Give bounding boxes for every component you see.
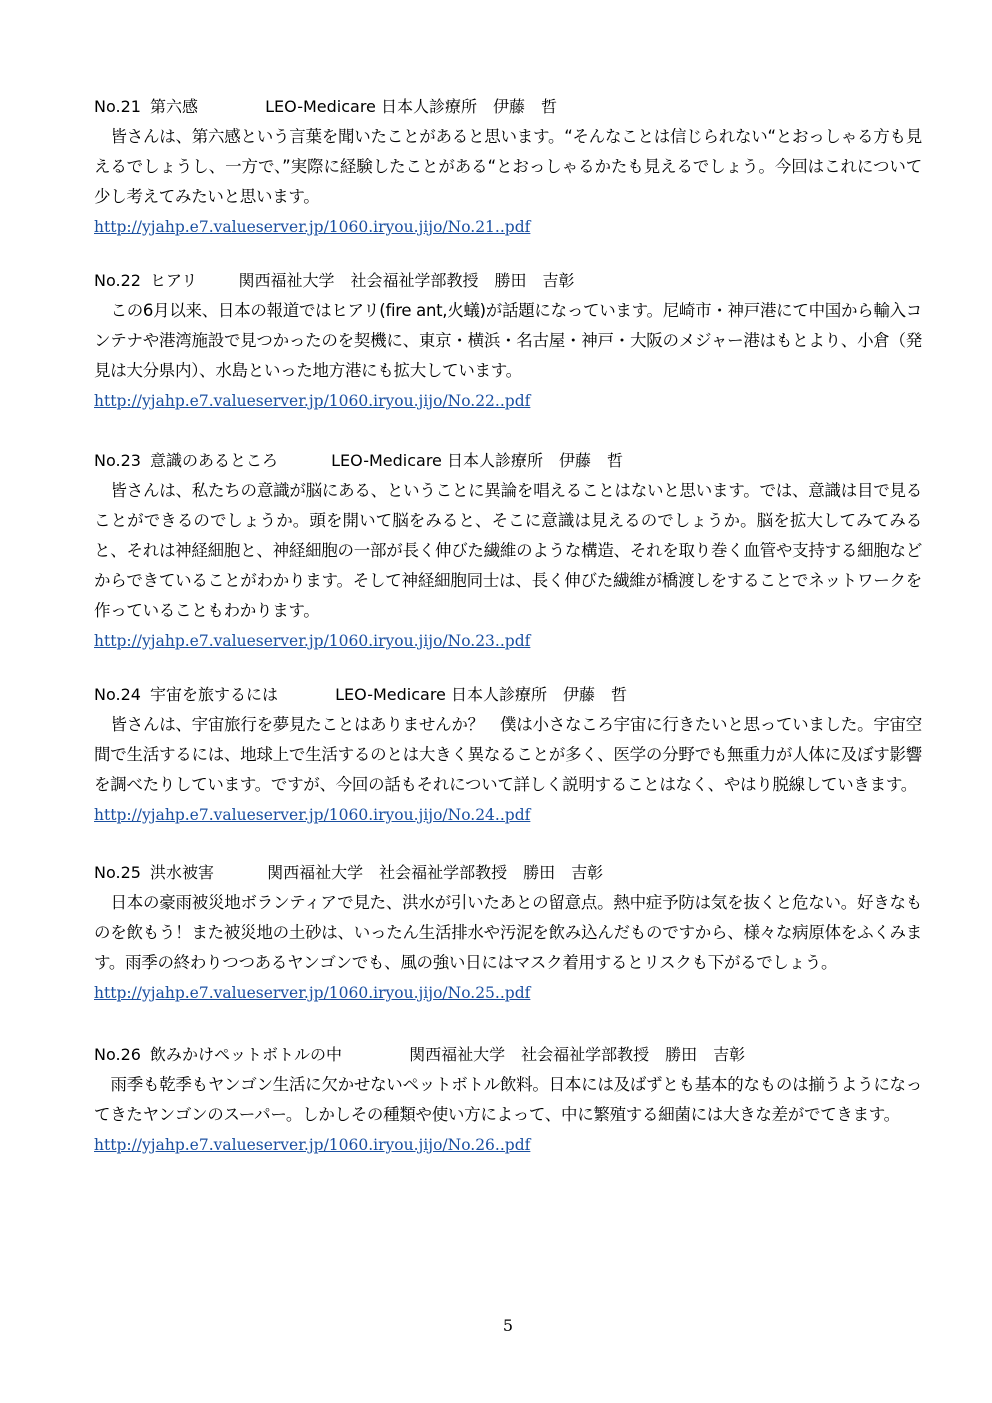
article-number: No.26 <box>94 1045 141 1064</box>
article-title: 意識のあるところ <box>150 451 279 470</box>
article-heading <box>94 266 922 296</box>
article-entry-23 <box>94 446 922 656</box>
article-number: No.22 <box>94 271 141 290</box>
article-heading <box>94 1040 922 1070</box>
article-author: LEO-Medicare 日本人診療所 伊藤 哲 <box>265 97 557 116</box>
article-number: No.23 <box>94 451 141 470</box>
article-title: 宇宙を旅するには <box>150 685 279 704</box>
article-summary: 皆さんは、宇宙旅行を夢見たことはありませんか？ 僕は小さなころ宇宙に行きたいと思っていました。宇宙空間で生活するには、地球上で生活するのとは大きく異なることが多く、医学の分野でも無重力が人体に及ぼす影響を調べたりしています。ですが、今回の話もそれについて詳しく説明することはなく、やはり脱線していきます。 <box>94 715 922 794</box>
article-summary: 雨季も乾季もヤンゴン生活に欠かせないペットボトル飲料。日本には及ばずとも基本的なものは揃うようになってきたヤンゴンのスーパー。しかしその種類や使い方によって、中に繁殖する細菌には大きな差がでてきます。 <box>94 1075 922 1124</box>
article-title: 飲みかけペットボトルの中 <box>150 1045 343 1064</box>
article-title: 第六感 <box>150 97 199 116</box>
article-author: 関西福祉大学 社会福祉学部教授 勝田 吉彰 <box>238 271 575 290</box>
article-author: 関西福祉大学 社会福祉学部教授 勝田 吉彰 <box>267 863 604 882</box>
article-summary: 皆さんは、第六感という言葉を聞いたことがあると思います。“そんなことは信じられない“とおっしゃる方も見えるでしょうし、一方で、”実際に経験したことがある“とおっしゃるかたも見えるでしょう。今回はこれについて少し考えてみたいと思います。 <box>94 127 922 206</box>
article-link[interactable]: http://yjahp.e7.valueserver.jp/1060.iryou.jijo/No.22..pdf <box>94 392 531 410</box>
article-heading <box>94 680 922 710</box>
article-heading <box>94 858 922 888</box>
article-entry-22 <box>94 266 922 416</box>
article-link[interactable]: http://yjahp.e7.valueserver.jp/1060.iryou.jijo/No.24..pdf <box>94 806 531 824</box>
article-summary: この6月以来、日本の報道ではヒアリ(fire ant,火蟻)が話題になっています。尼崎市・神戸港にて中国から輸入コンテナや港湾施設で見つかったのを契機に、東京・横浜・名古屋・神戸・大阪のメジャー港はもとより、小倉（発見は大分県内）、水島といった地方港にも拡大しています。 <box>94 301 922 380</box>
article-author: LEO-Medicare 日本人診療所 伊藤 哲 <box>331 451 623 470</box>
article-entry-26 <box>94 1040 922 1160</box>
article-author: LEO-Medicare 日本人診療所 伊藤 哲 <box>335 685 627 704</box>
article-number: No.21 <box>94 97 141 116</box>
article-link[interactable]: http://yjahp.e7.valueserver.jp/1060.iryou.jijo/No.23..pdf <box>94 632 531 650</box>
article-link[interactable]: http://yjahp.e7.valueserver.jp/1060.iryou.jijo/No.21..pdf <box>94 218 531 236</box>
article-heading <box>94 92 922 122</box>
article-title: ヒアリ <box>150 271 198 290</box>
article-author: 関西福祉大学 社会福祉学部教授 勝田 吉彰 <box>409 1045 746 1064</box>
article-entry-25 <box>94 858 922 1008</box>
article-summary: 皆さんは、私たちの意識が脳にある、ということに異論を唱えることはないと思います。では、意識は目で見ることができるのでしょうか。頭を開いて脳をみると、そこに意識は見えるのでしょうか。脳を拡大してみてみると、それは神経細胞と、神経細胞の一部が長く伸びた繊維のような構造、それを取り巻く血管や支持する細胞などからできていることがわかります。そして神経細胞同士は、長く伸びた繊維が橋渡しをすることでネットワークを作っていることもわかります。 <box>94 481 922 620</box>
article-number: No.25 <box>94 863 141 882</box>
article-link[interactable]: http://yjahp.e7.valueserver.jp/1060.iryou.jijo/No.26..pdf <box>94 1136 531 1154</box>
article-link[interactable]: http://yjahp.e7.valueserver.jp/1060.iryou.jijo/No.25..pdf <box>94 984 531 1002</box>
document-page <box>94 92 922 1184</box>
article-entry-21 <box>94 92 922 242</box>
article-number: No.24 <box>94 685 141 704</box>
article-entry-24 <box>94 680 922 830</box>
page-number: 5 <box>502 1316 514 1335</box>
article-title: 洪水被害 <box>150 863 215 882</box>
article-summary: 日本の豪雨被災地ボランティアで見た、洪水が引いたあとの留意点。熱中症予防は気を抜くと危ない。好きなものを飲もう！また被災地の土砂は、いったん生活排水や汚泥を飲み込んだものですから、様々な病原体をふくみます。雨季の終わりつつあるヤンゴンでも、風の強い日にはマスク着用するとリスクも下がるでしょう。 <box>94 893 922 972</box>
article-heading <box>94 446 922 476</box>
